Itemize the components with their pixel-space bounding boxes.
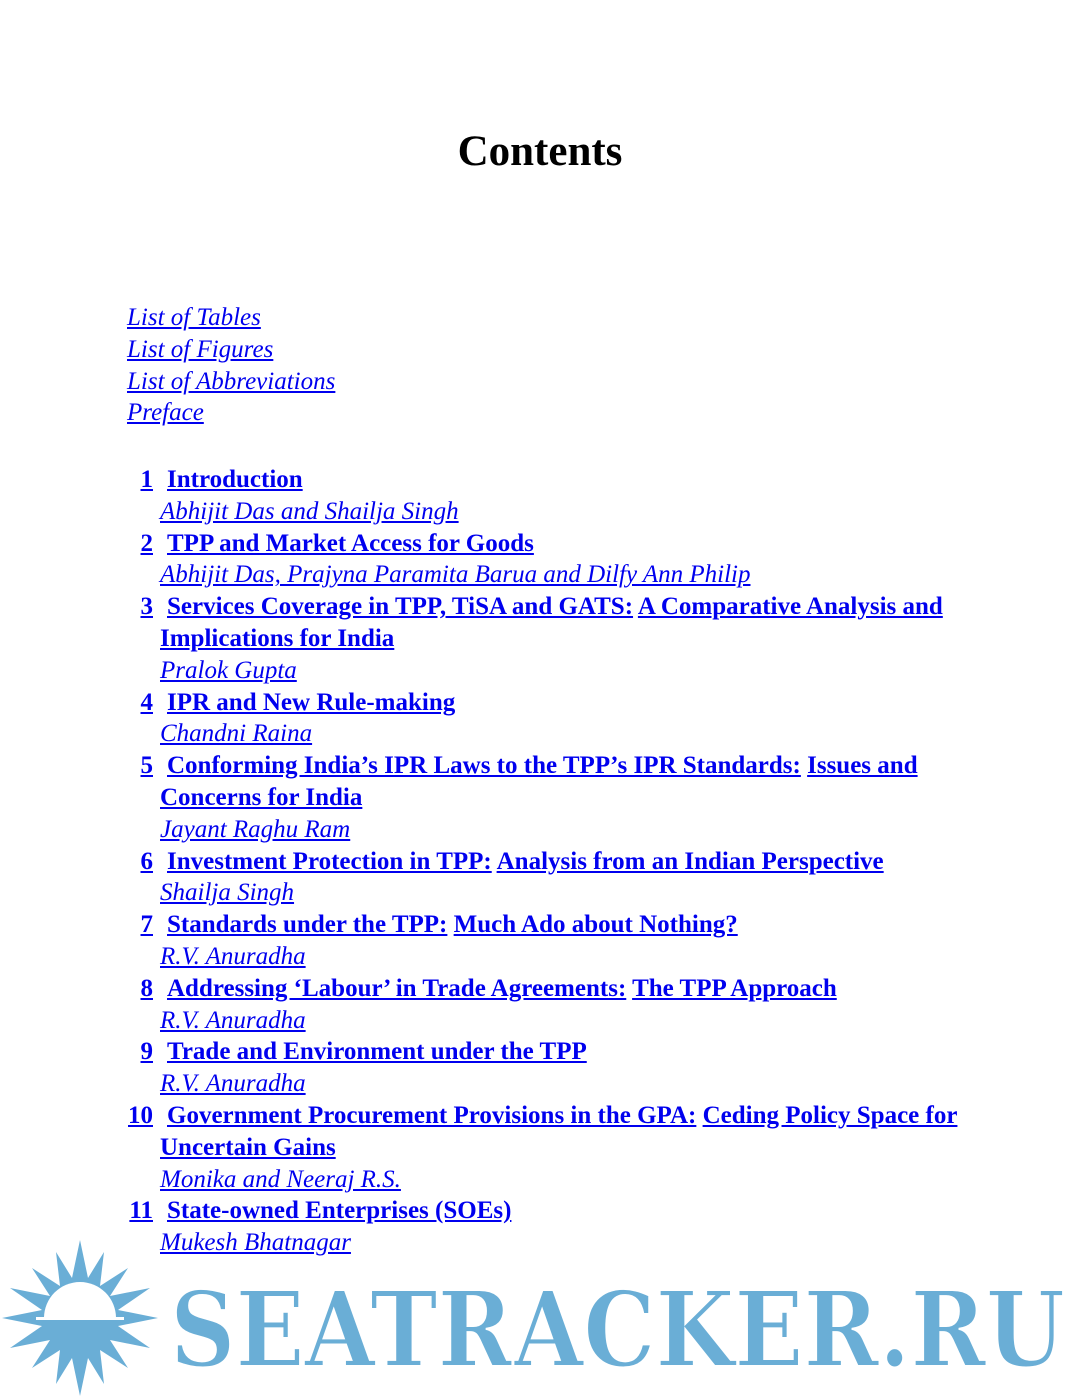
chapter-number[interactable]: 2 bbox=[140, 529, 153, 557]
chapter-subtitle-link[interactable]: Analysis from an Indian Perspective bbox=[496, 847, 884, 875]
chapter-title-link[interactable]: Government Procurement Provisions in the GPA: bbox=[167, 1101, 697, 1129]
chapter-author-link[interactable]: R.V. Anuradha bbox=[160, 942, 306, 970]
sun-icon bbox=[2, 1240, 158, 1396]
chapter-number[interactable]: 4 bbox=[140, 688, 153, 716]
list-of-abbreviations-link[interactable]: List of Abbreviations bbox=[127, 367, 336, 395]
chapter-entry-4 bbox=[127, 687, 967, 751]
page-title: Contents bbox=[457, 128, 623, 175]
chapter-entry-3 bbox=[127, 591, 967, 686]
chapter-title-link[interactable]: Standards under the TPP: bbox=[167, 911, 448, 939]
chapter-author-link[interactable]: R.V. Anuradha bbox=[160, 1070, 306, 1098]
chapter-author-link[interactable]: R.V. Anuradha bbox=[160, 1006, 306, 1034]
chapter-author-link[interactable]: Jayant Raghu Ram bbox=[160, 815, 351, 843]
chapter-title-link[interactable]: Introduction bbox=[167, 466, 303, 493]
chapter-author-link[interactable]: Chandni Raina bbox=[160, 720, 313, 748]
chapter-title-link[interactable]: Services Coverage in TPP, TiSA and GATS: bbox=[167, 593, 634, 621]
chapter-number[interactable]: 8 bbox=[140, 974, 153, 1002]
chapter-title-link[interactable]: Investment Protection in TPP: bbox=[167, 847, 492, 875]
chapter-number[interactable]: 11 bbox=[129, 1197, 153, 1225]
chapter-entry-10 bbox=[127, 1100, 967, 1195]
chapter-entry-1 bbox=[127, 464, 967, 528]
chapter-entry-9 bbox=[127, 1036, 967, 1100]
chapter-author-link[interactable]: Abhijit Das, Prajyna Paramita Barua and Dilfy Ann Philip bbox=[160, 561, 751, 589]
chapter-title-link[interactable]: IPR and New Rule-making bbox=[167, 688, 456, 716]
chapter-subtitle-link[interactable]: A Comparative Analysis and Implications for India bbox=[160, 593, 943, 652]
list-of-tables-link[interactable]: List of Tables bbox=[127, 304, 261, 331]
chapter-subtitle-link[interactable]: Ceding Policy Space for Uncertain Gains bbox=[160, 1101, 958, 1161]
chapter-author-link[interactable]: Abhijit Das and Shailja Singh bbox=[160, 497, 459, 525]
chapter-title-link[interactable]: State-owned Enterprises (SOEs) bbox=[167, 1197, 512, 1225]
chapter-entry-7 bbox=[127, 909, 967, 973]
chapter-title-link[interactable]: Conforming India’s IPR Laws to the TPP’s IPR Standards: bbox=[167, 752, 801, 780]
chapter-number[interactable]: 1 bbox=[140, 466, 153, 493]
chapter-subtitle-link[interactable]: Much Ado about Nothing? bbox=[453, 911, 738, 939]
front-matter-list bbox=[127, 302, 335, 429]
watermark-text: SEATRACKER.RU bbox=[170, 1268, 1065, 1391]
chapter-title-link[interactable]: TPP and Market Access for Goods bbox=[167, 529, 534, 557]
chapter-title-link[interactable]: Addressing ‘Labour’ in Trade Agreements: bbox=[167, 974, 627, 1002]
chapter-subtitle-link[interactable]: The TPP Approach bbox=[632, 974, 837, 1002]
chapter-author-link[interactable]: Monika and Neeraj R.S. bbox=[160, 1165, 401, 1193]
chapter-number[interactable]: 6 bbox=[140, 847, 153, 875]
list-of-figures-link[interactable]: List of Figures bbox=[127, 335, 274, 363]
chapter-number[interactable]: 5 bbox=[140, 752, 153, 780]
chapter-subtitle-link[interactable]: Issues and Concerns for India bbox=[160, 752, 918, 811]
chapter-author-link[interactable]: Pralok Gupta bbox=[160, 656, 297, 684]
chapter-title-link[interactable]: Trade and Environment under the TPP bbox=[167, 1038, 587, 1066]
chapter-entry-2 bbox=[127, 528, 967, 592]
chapter-number[interactable]: 7 bbox=[140, 911, 153, 939]
chapter-number[interactable]: 9 bbox=[140, 1038, 153, 1066]
chapter-number[interactable]: 3 bbox=[140, 593, 153, 621]
chapter-entry-8 bbox=[127, 973, 967, 1037]
chapter-author-link[interactable]: Shailja Singh bbox=[160, 879, 295, 907]
chapter-number[interactable]: 10 bbox=[128, 1101, 153, 1129]
chapter-list bbox=[127, 464, 967, 1259]
preface-link[interactable]: Preface bbox=[127, 399, 204, 427]
chapter-entry-5 bbox=[127, 750, 967, 845]
watermark bbox=[0, 1238, 1080, 1397]
chapter-entry-6 bbox=[127, 846, 967, 910]
chapter-author-link[interactable]: Mukesh Bhatnagar bbox=[160, 1229, 351, 1257]
